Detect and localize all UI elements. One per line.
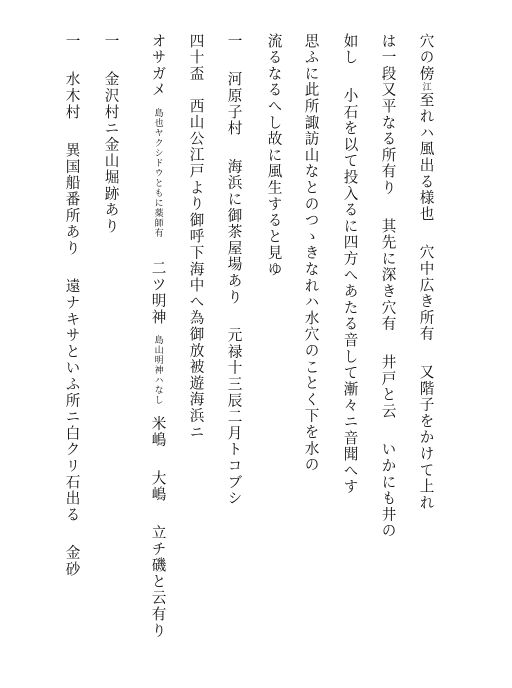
text-run: 四十盃 xyxy=(187,33,205,82)
spacing xyxy=(425,342,426,364)
interlinear-note xyxy=(150,335,165,405)
text-run: 小石を以て投入るに四方へあたる音して漸々ニ音聞へす xyxy=(341,87,359,496)
text-run: 遠ナキサといふ所ニ白クリ石出る xyxy=(63,278,81,523)
text-column-6 xyxy=(226,33,241,507)
text-column-3 xyxy=(342,33,357,495)
text-run: 立チ磯と云有り xyxy=(149,524,167,639)
interlinear-note-line: ハなし xyxy=(152,375,163,406)
text-run: 流るなるへし故に風生すると見ゆ xyxy=(265,33,283,278)
text-run: 思ふに此所諏訪山なとのつゝきなれハ水穴のことく下を水の xyxy=(302,33,320,474)
spacing xyxy=(157,238,158,260)
spacing xyxy=(157,448,158,470)
inline-note: 江 xyxy=(420,81,431,92)
text-run: 至れハ風出る様也 xyxy=(417,91,435,223)
spacing xyxy=(425,222,426,244)
interlinear-note-line: 島山明神 xyxy=(152,335,163,376)
text-column-9 xyxy=(103,33,118,234)
text-column-4 xyxy=(303,33,318,473)
spacing xyxy=(233,49,234,71)
text-run: 元禄十三辰二月トコブシ xyxy=(225,327,243,507)
text-run: 如し xyxy=(341,33,359,66)
spacing xyxy=(387,419,388,441)
text-run: 金砂 xyxy=(63,544,81,578)
spacing xyxy=(387,332,388,354)
spacing xyxy=(349,66,350,88)
text-column-1 xyxy=(418,33,433,511)
spacing xyxy=(71,256,72,278)
spacing xyxy=(157,98,158,108)
text-run: 異国船番所あり xyxy=(63,142,81,257)
text-run: は一段又平なる所有り xyxy=(379,33,397,196)
text-column-2 xyxy=(380,33,395,539)
interlinear-note xyxy=(150,108,165,238)
spacing xyxy=(233,137,234,159)
spacing xyxy=(71,523,72,545)
text-run: 一 xyxy=(63,33,81,50)
spacing xyxy=(195,82,196,98)
text-column-10 xyxy=(64,33,79,577)
spacing xyxy=(110,49,111,71)
spacing xyxy=(71,49,72,71)
text-run: いかにも井の xyxy=(379,441,397,540)
interlinear-note-line: ともに薬師有 xyxy=(152,178,163,239)
text-column-7 xyxy=(188,33,203,440)
text-run: 水木村 xyxy=(63,71,81,121)
text-run: 米嶋 xyxy=(149,415,167,449)
spacing xyxy=(157,325,158,335)
spacing xyxy=(387,196,388,218)
text-column-5 xyxy=(266,33,281,278)
text-run: 其先に深き穴有 xyxy=(379,218,397,333)
spacing xyxy=(233,305,234,327)
spacing xyxy=(157,405,158,415)
text-run: 穴の傍 xyxy=(417,33,435,82)
text-run: オサガメ xyxy=(149,33,167,99)
text-run: 井戸と云 xyxy=(379,354,397,420)
text-run: 二ツ明神 xyxy=(149,260,167,326)
interlinear-note-line: 島也ヤクシドウ xyxy=(152,108,163,179)
spacing xyxy=(71,120,72,142)
spacing xyxy=(157,503,158,525)
text-run: 西山公江戸より御呼下海中へ為御放被遊海浜ニ xyxy=(187,97,205,441)
text-run: 一 xyxy=(225,33,243,50)
text-run: 又階子をかけて上れ xyxy=(417,364,435,511)
text-run: 穴中広き所有 xyxy=(417,244,435,343)
text-run: 大嶋 xyxy=(149,470,167,503)
text-run: 河原子村 xyxy=(225,71,243,137)
text-run: 海浜に御茶屋場あり xyxy=(225,158,243,306)
text-run: 一 xyxy=(102,33,120,50)
text-run: 金沢村ニ金山堀跡あり xyxy=(102,71,120,235)
text-column-8 xyxy=(150,33,165,639)
